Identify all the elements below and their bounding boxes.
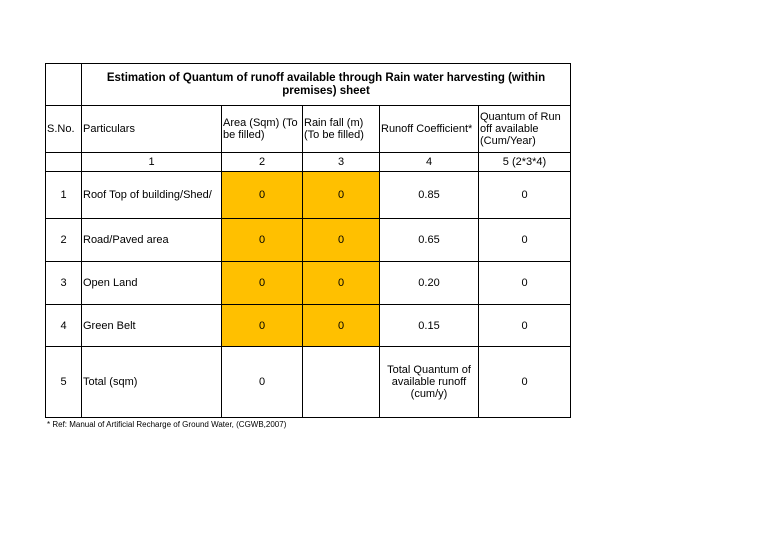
total-sno: 5 <box>46 347 82 418</box>
row-quantum: 0 <box>479 219 571 262</box>
total-rainfall <box>303 347 380 418</box>
col-number: 3 <box>303 153 380 172</box>
header-area: Area (Sqm) (To be filled) <box>222 106 303 153</box>
total-quantum-label: Total Quantum of available runoff (cum/y) <box>380 347 479 418</box>
col-number: 5 (2*3*4) <box>479 153 571 172</box>
row-sno: 1 <box>46 172 82 219</box>
table-row <box>46 262 571 305</box>
header-runoff-coefficient: Runoff Coefficient* <box>380 106 479 153</box>
col-number: 2 <box>222 153 303 172</box>
col-number: 1 <box>82 153 222 172</box>
reference-footnote: * Ref: Manual of Artificial Recharge of Ground Water, (CGWB,2007) <box>47 420 287 429</box>
table-row <box>46 172 571 219</box>
row-coefficient: 0.15 <box>380 305 479 347</box>
header-quantum: Quantum of Run off available (Cum/Year) <box>479 106 571 153</box>
header-particulars: Particulars <box>82 106 222 153</box>
area-input-cell[interactable]: 0 <box>222 305 303 347</box>
rainfall-input-cell[interactable]: 0 <box>303 219 380 262</box>
row-particular: Road/Paved area <box>82 219 222 262</box>
row-sno: 3 <box>46 262 82 305</box>
row-quantum: 0 <box>479 305 571 347</box>
row-coefficient: 0.20 <box>380 262 479 305</box>
sheet-title: Estimation of Quantum of runoff available through Rain water harvesting (within premises) sheet <box>82 64 571 106</box>
area-input-cell[interactable]: 0 <box>222 172 303 219</box>
row-quantum: 0 <box>479 262 571 305</box>
row-particular: Green Belt <box>82 305 222 347</box>
table-row <box>46 305 571 347</box>
total-label: Total (sqm) <box>82 347 222 418</box>
area-input-cell[interactable]: 0 <box>222 219 303 262</box>
col-number: 4 <box>380 153 479 172</box>
table-row <box>46 219 571 262</box>
total-area: 0 <box>222 347 303 418</box>
total-row <box>46 347 571 418</box>
header-sno: S.No. <box>46 106 82 153</box>
row-sno: 4 <box>46 305 82 347</box>
corner-cell <box>46 64 82 106</box>
row-sno: 2 <box>46 219 82 262</box>
rainfall-input-cell[interactable]: 0 <box>303 305 380 347</box>
rainfall-input-cell[interactable]: 0 <box>303 172 380 219</box>
row-particular: Roof Top of building/Shed/ <box>82 172 222 219</box>
area-input-cell[interactable]: 0 <box>222 262 303 305</box>
col-number-empty <box>46 153 82 172</box>
total-quantum-value: 0 <box>479 347 571 418</box>
header-rainfall: Rain fall (m) (To be filled) <box>303 106 380 153</box>
runoff-table <box>45 63 571 418</box>
row-coefficient: 0.65 <box>380 219 479 262</box>
row-coefficient: 0.85 <box>380 172 479 219</box>
row-quantum: 0 <box>479 172 571 219</box>
rainfall-input-cell[interactable]: 0 <box>303 262 380 305</box>
row-particular: Open Land <box>82 262 222 305</box>
